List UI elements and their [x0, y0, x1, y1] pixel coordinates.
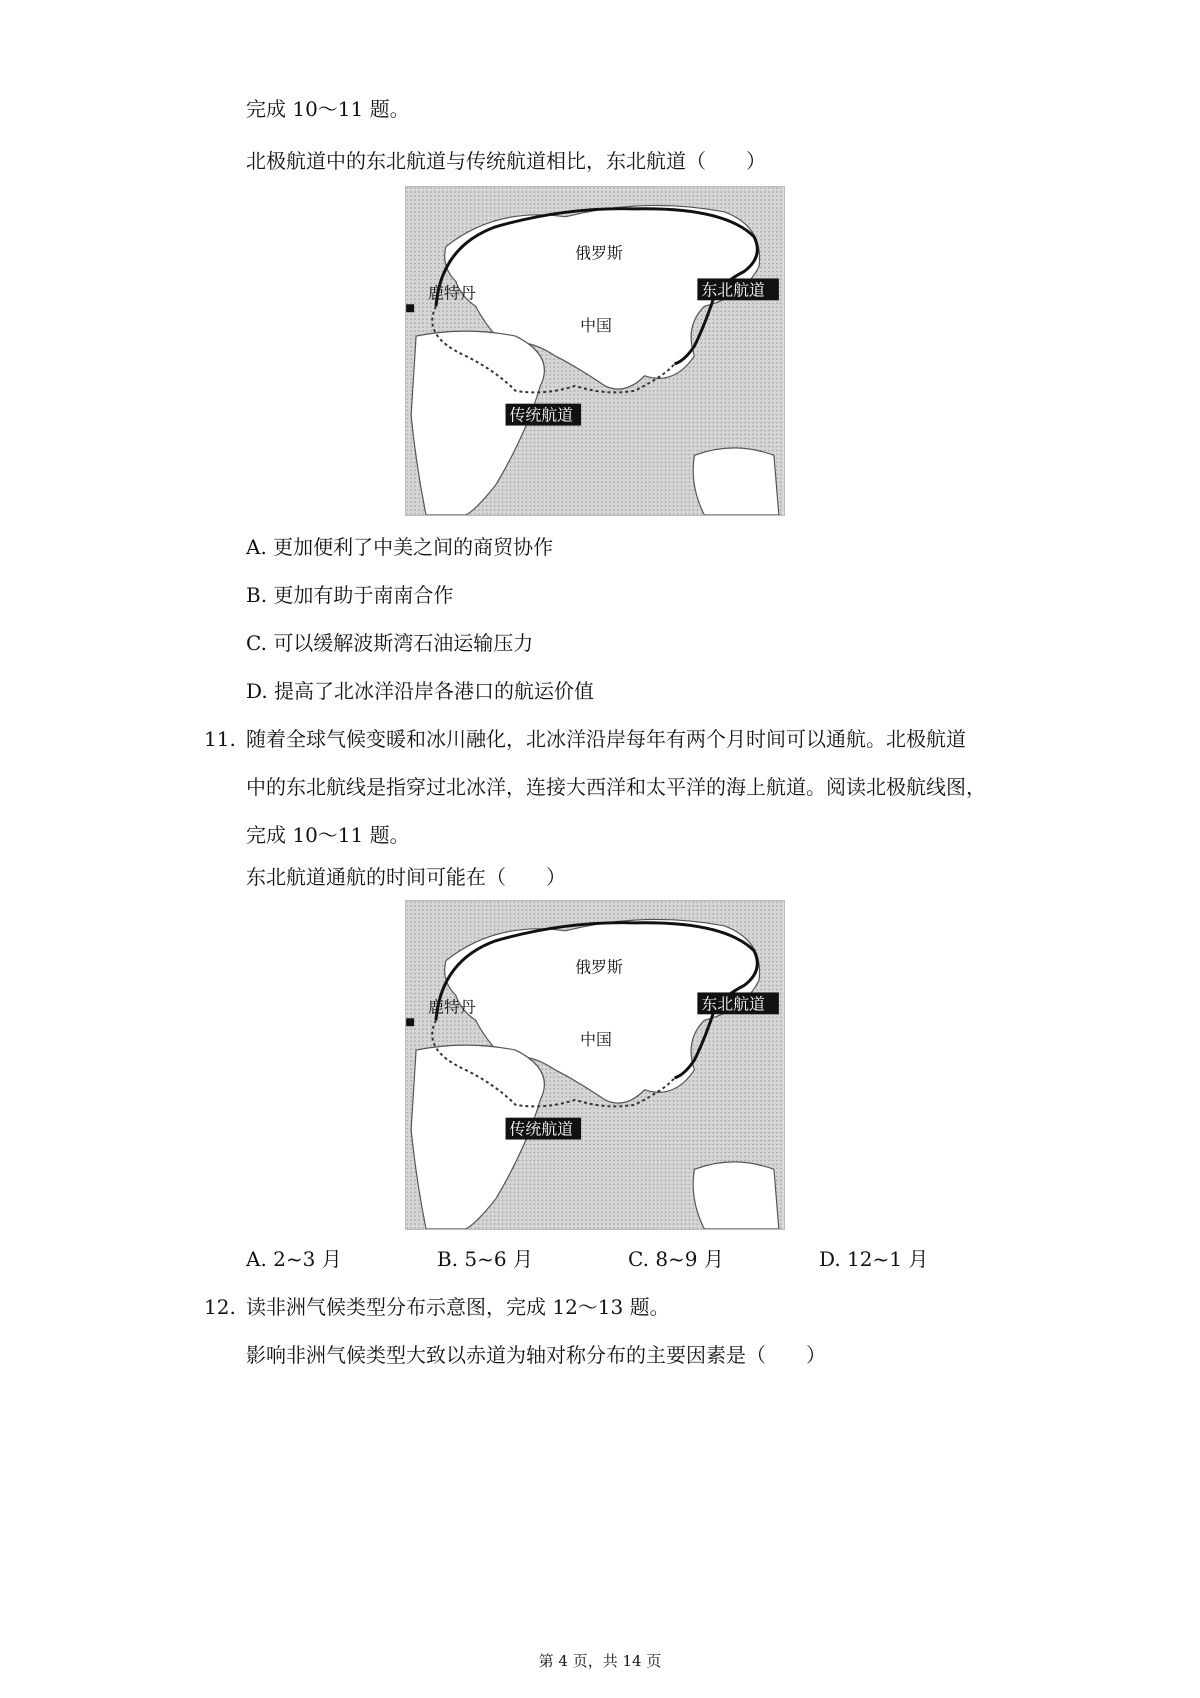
arctic-route-map [405, 186, 785, 516]
q11-option-c: C. 8~9 月 [628, 1247, 724, 1271]
rotterdam-marker [406, 1018, 414, 1026]
q12-stem: 影响非洲气候类型大致以赤道为轴对称分布的主要因素是（ ） [246, 1343, 826, 1367]
q10-stem: 北极航道中的东北航道与传统航道相比，东北航道（ ） [246, 149, 766, 173]
label-northeast-route: 东北航道 [701, 996, 765, 1014]
q10-option-c: C. 可以缓解波斯湾石油运输压力 [246, 631, 534, 655]
q10-option-a: A. 更加便利了中美之间的商贸协作 [246, 535, 554, 559]
q10-intro-tail: 完成 10～11 题。 [246, 97, 410, 121]
page-footer: 第 4 页，共 14 页 [538, 1652, 662, 1670]
arctic-route-map-2 [405, 900, 785, 1230]
label-northeast-route: 东北航道 [701, 282, 765, 300]
q11-intro-line1: 随着全球气候变暖和冰川融化，北冰洋沿岸每年有两个月时间可以通航。北极航道 [246, 727, 966, 751]
label-china: 中国 [580, 1032, 612, 1050]
q12-number: 12. [204, 1295, 236, 1319]
q11-intro-line2: 中的东北航线是指穿过北冰洋，连接大西洋和太平洋的海上航道。阅读北极航线图， [246, 775, 986, 799]
label-traditional-route: 传统航道 [509, 1121, 574, 1139]
q11-stem: 东北航道通航的时间可能在（ ） [246, 865, 566, 889]
label-traditional-route: 传统航道 [509, 407, 574, 425]
label-rotterdam: 鹿特丹 [428, 285, 476, 303]
q10-option-b: B. 更加有助于南南合作 [246, 583, 454, 607]
australia-landmass [693, 448, 779, 515]
q12-intro: 读非洲气候类型分布示意图，完成 12～13 题。 [246, 1295, 670, 1319]
q11-number: 11. [204, 727, 236, 751]
australia-landmass [693, 1162, 779, 1229]
label-rotterdam: 鹿特丹 [428, 999, 476, 1017]
q11-option-b: B. 5~6 月 [437, 1247, 533, 1271]
q11-option-d: D. 12~1 月 [819, 1247, 929, 1271]
label-russia: 俄罗斯 [575, 959, 623, 977]
label-china: 中国 [580, 318, 612, 336]
q11-option-a: A. 2~3 月 [246, 1247, 342, 1271]
q10-option-d: D. 提高了北冰洋沿岸各港口的航运价值 [246, 679, 595, 703]
rotterdam-marker [406, 304, 414, 312]
q11-intro-line3: 完成 10～11 题。 [246, 823, 410, 847]
label-russia: 俄罗斯 [575, 245, 623, 263]
